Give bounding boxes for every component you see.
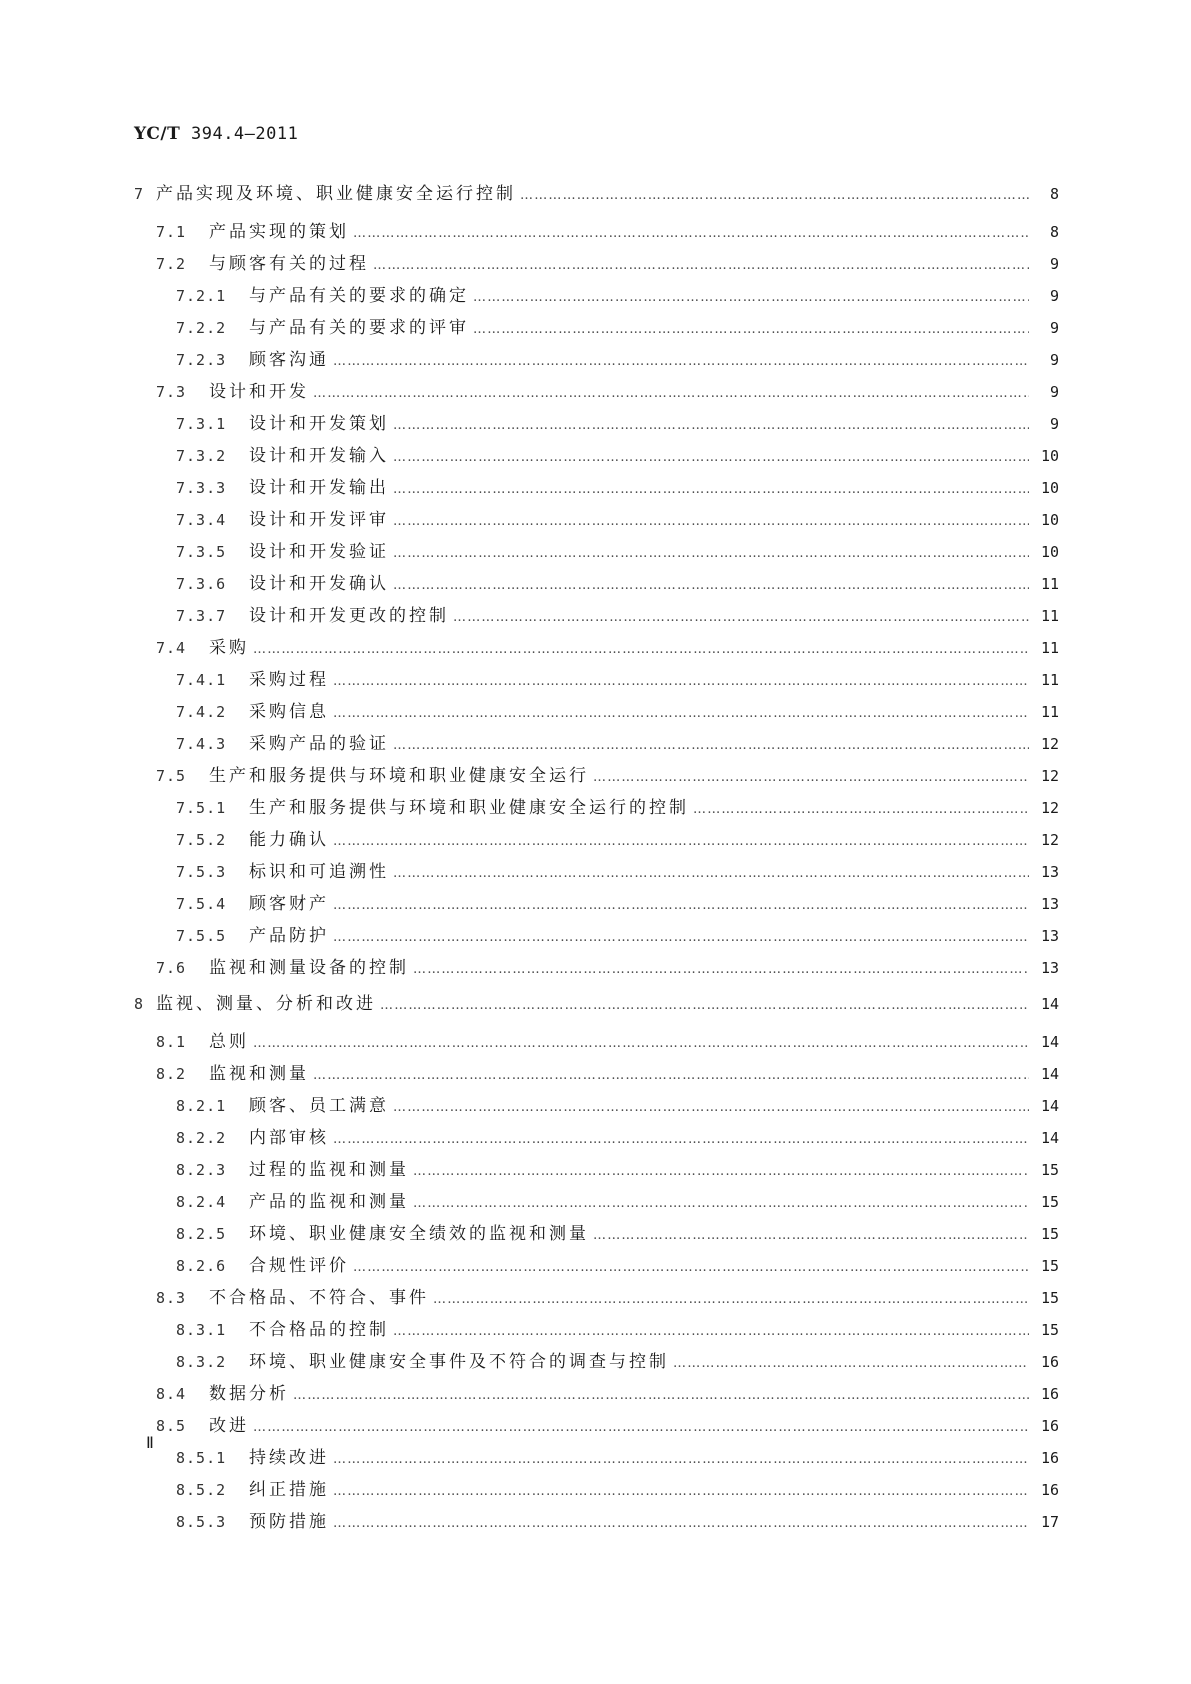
toc-entry[interactable]: [134, 1027, 1059, 1059]
toc-leader-dots: [333, 1516, 1029, 1531]
toc-entry-number: 8.2.5: [176, 1225, 227, 1243]
toc-entry-title: 设计和开发输出: [249, 478, 389, 498]
toc-entry[interactable]: [134, 1379, 1059, 1411]
toc-entry-title: 与产品有关的要求的确定: [249, 286, 469, 306]
toc-entry-number: 7.6: [156, 959, 187, 977]
toc-entry-title: 产品实现及环境、职业健康安全运行控制: [156, 184, 516, 204]
toc-entry-number: 7.3.3: [176, 479, 227, 497]
toc-entry[interactable]: [134, 601, 1059, 633]
toc-entry-number: 8.3.1: [176, 1321, 227, 1339]
toc-entry-title: 设计和开发输入: [249, 446, 389, 466]
toc-entry-page: 13: [1040, 927, 1059, 945]
toc-entry-page: 14: [1040, 1129, 1059, 1147]
toc-entry[interactable]: [134, 1187, 1059, 1219]
toc-leader-dots: [413, 1164, 1029, 1179]
toc-entry-page: 10: [1040, 447, 1059, 465]
toc-entry-title: 数据分析: [209, 1384, 289, 1404]
toc-entry[interactable]: [134, 761, 1059, 793]
toc-entry-number: 7.5.2: [176, 831, 227, 849]
toc-leader-dots: [433, 1292, 1029, 1307]
toc-leader-dots: [393, 482, 1029, 497]
toc-entry-title: 与产品有关的要求的评审: [249, 318, 469, 338]
toc-leader-dots: [313, 386, 1029, 401]
toc-entry-title: 设计和开发: [209, 382, 309, 402]
toc-entry-number: 8.2.4: [176, 1193, 227, 1211]
toc-entry-page: 16: [1040, 1385, 1059, 1403]
toc-entry[interactable]: [134, 537, 1059, 569]
toc-leader-dots: [593, 770, 1029, 785]
toc-entry-title: 环境、职业健康安全绩效的监视和测量: [249, 1224, 589, 1244]
toc-entry-title: 设计和开发更改的控制: [249, 606, 449, 626]
toc-entry[interactable]: [134, 441, 1059, 473]
toc-entry-number: 7.5.4: [176, 895, 227, 913]
toc-entry-title: 内部审核: [249, 1128, 329, 1148]
toc-entry[interactable]: [134, 1347, 1059, 1379]
toc-entry-page: 10: [1040, 543, 1059, 561]
toc-leader-dots: [353, 226, 1029, 241]
toc-leader-dots: [393, 738, 1029, 753]
toc-entry-title: 设计和开发确认: [249, 574, 389, 594]
toc-entry-page: 9: [1049, 383, 1059, 401]
toc-entry-page: 15: [1040, 1257, 1059, 1275]
toc-entry[interactable]: [134, 825, 1059, 857]
toc-entry-page: 14: [1040, 1065, 1059, 1083]
toc-entry[interactable]: [134, 1219, 1059, 1251]
toc-entry-page: 11: [1040, 671, 1059, 689]
toc-entry-number: 8.3: [156, 1289, 187, 1307]
toc-entry-page: 16: [1040, 1417, 1059, 1435]
toc-leader-dots: [593, 1228, 1029, 1243]
toc-entry-title: 产品防护: [249, 926, 329, 946]
toc-entry-number: 7.4.2: [176, 703, 227, 721]
toc-leader-dots: [393, 546, 1029, 561]
toc-leader-dots: [333, 898, 1029, 913]
toc-entry-title: 监视、测量、分析和改进: [156, 994, 376, 1014]
toc-leader-dots: [673, 1356, 1029, 1371]
toc-entry-title: 采购: [209, 638, 249, 658]
toc-entry-number: 7.5.3: [176, 863, 227, 881]
toc-entry[interactable]: [134, 1155, 1059, 1187]
toc-entry-page: 16: [1040, 1481, 1059, 1499]
toc-entry-page: 9: [1049, 319, 1059, 337]
toc-entry[interactable]: [134, 313, 1059, 345]
toc-entry-number: 7.2: [156, 255, 187, 273]
toc-entry-page: 8: [1049, 185, 1059, 203]
toc-entry-page: 12: [1040, 799, 1059, 817]
toc-leader-dots: [393, 450, 1029, 465]
toc-entry-page: 14: [1040, 1097, 1059, 1115]
toc-entry-page: 10: [1040, 479, 1059, 497]
toc-leader-dots: [333, 674, 1029, 689]
toc-entry-number: 7.3.7: [176, 607, 227, 625]
toc-leader-dots: [353, 1260, 1029, 1275]
toc-entry-number: 7.3.2: [176, 447, 227, 465]
toc-entry-title: 顾客、员工满意: [249, 1096, 389, 1116]
toc-entry-page: 15: [1040, 1225, 1059, 1243]
toc-entry-title: 设计和开发验证: [249, 542, 389, 562]
toc-entry[interactable]: [134, 377, 1059, 409]
toc-entry-title: 预防措施: [249, 1512, 329, 1532]
toc-entry[interactable]: [134, 1251, 1059, 1283]
toc-entry-number: 7.3.5: [176, 543, 227, 561]
toc-entry[interactable]: [134, 1443, 1059, 1475]
toc-entry-title: 顾客沟通: [249, 350, 329, 370]
toc-entry-title: 过程的监视和测量: [249, 1160, 409, 1180]
toc-entry-page: 15: [1040, 1193, 1059, 1211]
toc-leader-dots: [253, 642, 1029, 657]
toc-entry-number: 7.4.3: [176, 735, 227, 753]
toc-entry-number: 8.3.2: [176, 1353, 227, 1371]
toc-entry[interactable]: [134, 569, 1059, 601]
toc-entry-title: 设计和开发评审: [249, 510, 389, 530]
toc-entry-number: 7.3: [156, 383, 187, 401]
toc-entry-number: 7.3.1: [176, 415, 227, 433]
toc-entry-number: 8.5.1: [176, 1449, 227, 1467]
toc-leader-dots: [693, 802, 1029, 817]
toc-entry[interactable]: [134, 989, 1059, 1027]
toc-entry[interactable]: [134, 953, 1059, 985]
toc-entry-number: 7.2.2: [176, 319, 227, 337]
toc-entry-title: 改进: [209, 1416, 249, 1436]
toc-entry-title: 监视和测量: [209, 1064, 309, 1084]
toc-entry-page: 11: [1040, 639, 1059, 657]
toc-entry-page: 17: [1040, 1513, 1059, 1531]
toc-entry-page: 12: [1040, 831, 1059, 849]
toc-entry[interactable]: [134, 1059, 1059, 1091]
toc-entry-page: 14: [1040, 995, 1059, 1013]
toc-leader-dots: [333, 1132, 1029, 1147]
toc-entry-number: 7.5: [156, 767, 187, 785]
toc-leader-dots: [293, 1388, 1029, 1403]
toc-leader-dots: [333, 1484, 1029, 1499]
toc-entry[interactable]: [134, 473, 1059, 505]
toc-entry[interactable]: [134, 217, 1059, 249]
toc-entry-title: 监视和测量设备的控制: [209, 958, 409, 978]
toc-entry-number: 8.5.2: [176, 1481, 227, 1499]
toc-entry[interactable]: [134, 1475, 1059, 1507]
toc-entry[interactable]: [134, 857, 1059, 889]
toc-leader-dots: [380, 998, 1029, 1013]
toc-entry-page: 9: [1049, 415, 1059, 433]
toc-entry[interactable]: [134, 345, 1059, 377]
toc-entry-page: 9: [1049, 255, 1059, 273]
page-number: Ⅱ: [146, 1435, 154, 1452]
toc-entry[interactable]: [134, 921, 1059, 953]
toc-entry-page: 13: [1040, 863, 1059, 881]
toc-entry-title: 与顾客有关的过程: [209, 254, 369, 274]
toc-entry-page: 11: [1040, 703, 1059, 721]
toc-leader-dots: [393, 418, 1029, 433]
toc-entry-page: 12: [1040, 767, 1059, 785]
toc-leader-dots: [393, 578, 1029, 593]
toc-entry-number: 8.2.2: [176, 1129, 227, 1147]
toc-entry[interactable]: [134, 1123, 1059, 1155]
toc-entry-number: 8.5: [156, 1417, 187, 1435]
toc-leader-dots: [333, 834, 1029, 849]
toc-entry-title: 产品的监视和测量: [249, 1192, 409, 1212]
toc-entry-title: 设计和开发策划: [249, 414, 389, 434]
toc-entry-title: 顾客财产: [249, 894, 329, 914]
standard-number: 394.4—2011: [190, 124, 299, 144]
toc-entry-title: 不合格品、不符合、事件: [209, 1288, 429, 1308]
toc-entry-title: 总则: [209, 1032, 249, 1052]
toc-entry-number: 8.5.3: [176, 1513, 227, 1531]
toc-entry-page: 11: [1040, 575, 1059, 593]
toc-entry-page: 12: [1040, 735, 1059, 753]
toc-entry-number: 8: [134, 995, 145, 1013]
toc-entry-page: 14: [1040, 1033, 1059, 1051]
toc-entry-number: 8.2.1: [176, 1097, 227, 1115]
toc-entry-number: 7.2.3: [176, 351, 227, 369]
toc-entry-number: 7.3.4: [176, 511, 227, 529]
toc-leader-dots: [393, 1324, 1029, 1339]
toc-leader-dots: [253, 1036, 1029, 1051]
toc-entry-number: 7.2.1: [176, 287, 227, 305]
toc-entry-page: 9: [1049, 287, 1059, 305]
toc-entry-title: 标识和可追溯性: [249, 862, 389, 882]
toc-entry-page: 16: [1040, 1353, 1059, 1371]
toc-entry[interactable]: [134, 1315, 1059, 1347]
toc-entry-page: 15: [1040, 1161, 1059, 1179]
toc-entry-title: 持续改进: [249, 1448, 329, 1468]
toc-entry-page: 11: [1040, 607, 1059, 625]
toc-entry-title: 生产和服务提供与环境和职业健康安全运行: [209, 766, 589, 786]
toc-entry[interactable]: [134, 665, 1059, 697]
toc-leader-dots: [453, 610, 1029, 625]
toc-entry[interactable]: [134, 179, 1059, 217]
toc-entry-page: 15: [1040, 1321, 1059, 1339]
toc-entry-page: 16: [1040, 1449, 1059, 1467]
standard-prefix: YC/T: [134, 124, 181, 144]
toc-entry-number: 8.2.3: [176, 1161, 227, 1179]
toc-entry-number: 8.1: [156, 1033, 187, 1051]
toc-entry-title: 生产和服务提供与环境和职业健康安全运行的控制: [249, 798, 689, 818]
toc-entry[interactable]: [134, 1091, 1059, 1123]
toc-entry[interactable]: [134, 729, 1059, 761]
toc-entry-page: 8: [1049, 223, 1059, 241]
toc-entry-title: 采购信息: [249, 702, 329, 722]
toc-entry-title: 环境、职业健康安全事件及不符合的调查与控制: [249, 1352, 669, 1372]
table-of-contents: [134, 179, 1059, 1539]
toc-leader-dots: [333, 354, 1029, 369]
toc-entry-title: 不合格品的控制: [249, 1320, 389, 1340]
toc-leader-dots: [333, 1452, 1029, 1467]
toc-entry-page: 15: [1040, 1289, 1059, 1307]
toc-leader-dots: [520, 188, 1029, 203]
toc-leader-dots: [333, 706, 1029, 721]
toc-leader-dots: [253, 1420, 1029, 1435]
toc-entry[interactable]: [134, 889, 1059, 921]
toc-entry-page: 13: [1040, 959, 1059, 977]
toc-entry[interactable]: [134, 697, 1059, 729]
toc-entry-title: 产品实现的策划: [209, 222, 349, 242]
toc-entry-number: 7: [134, 185, 145, 203]
toc-leader-dots: [373, 258, 1029, 273]
toc-entry-number: 7.4: [156, 639, 187, 657]
toc-leader-dots: [473, 290, 1029, 305]
toc-leader-dots: [393, 514, 1029, 529]
toc-entry-number: 8.2.6: [176, 1257, 227, 1275]
toc-leader-dots: [473, 322, 1029, 337]
toc-entry-title: 合规性评价: [249, 1256, 349, 1276]
toc-entry-number: 7.5.5: [176, 927, 227, 945]
toc-leader-dots: [393, 866, 1029, 881]
toc-entry-title: 采购过程: [249, 670, 329, 690]
toc-entry[interactable]: [134, 281, 1059, 313]
toc-leader-dots: [413, 1196, 1029, 1211]
toc-entry-page: 9: [1049, 351, 1059, 369]
toc-entry-title: 采购产品的验证: [249, 734, 389, 754]
toc-entry-number: 7.5.1: [176, 799, 227, 817]
toc-entry[interactable]: [134, 633, 1059, 665]
toc-entry[interactable]: [134, 249, 1059, 281]
toc-leader-dots: [393, 1100, 1029, 1115]
toc-entry-title: 能力确认: [249, 830, 329, 850]
toc-entry[interactable]: [134, 1411, 1059, 1443]
toc-entry-number: 7.4.1: [176, 671, 227, 689]
toc-entry[interactable]: [134, 1283, 1059, 1315]
toc-entry[interactable]: [134, 793, 1059, 825]
toc-leader-dots: [313, 1068, 1029, 1083]
toc-entry-page: 13: [1040, 895, 1059, 913]
toc-entry[interactable]: [134, 409, 1059, 441]
toc-entry[interactable]: [134, 1507, 1059, 1539]
toc-entry-title: 纠正措施: [249, 1480, 329, 1500]
toc-entry-page: 10: [1040, 511, 1059, 529]
toc-entry[interactable]: [134, 505, 1059, 537]
document-code: [134, 124, 298, 144]
toc-leader-dots: [413, 962, 1029, 977]
toc-entry-number: 7.1: [156, 223, 187, 241]
toc-leader-dots: [333, 930, 1029, 945]
toc-entry-number: 7.3.6: [176, 575, 227, 593]
toc-entry-number: 8.4: [156, 1385, 187, 1403]
toc-entry-number: 8.2: [156, 1065, 187, 1083]
